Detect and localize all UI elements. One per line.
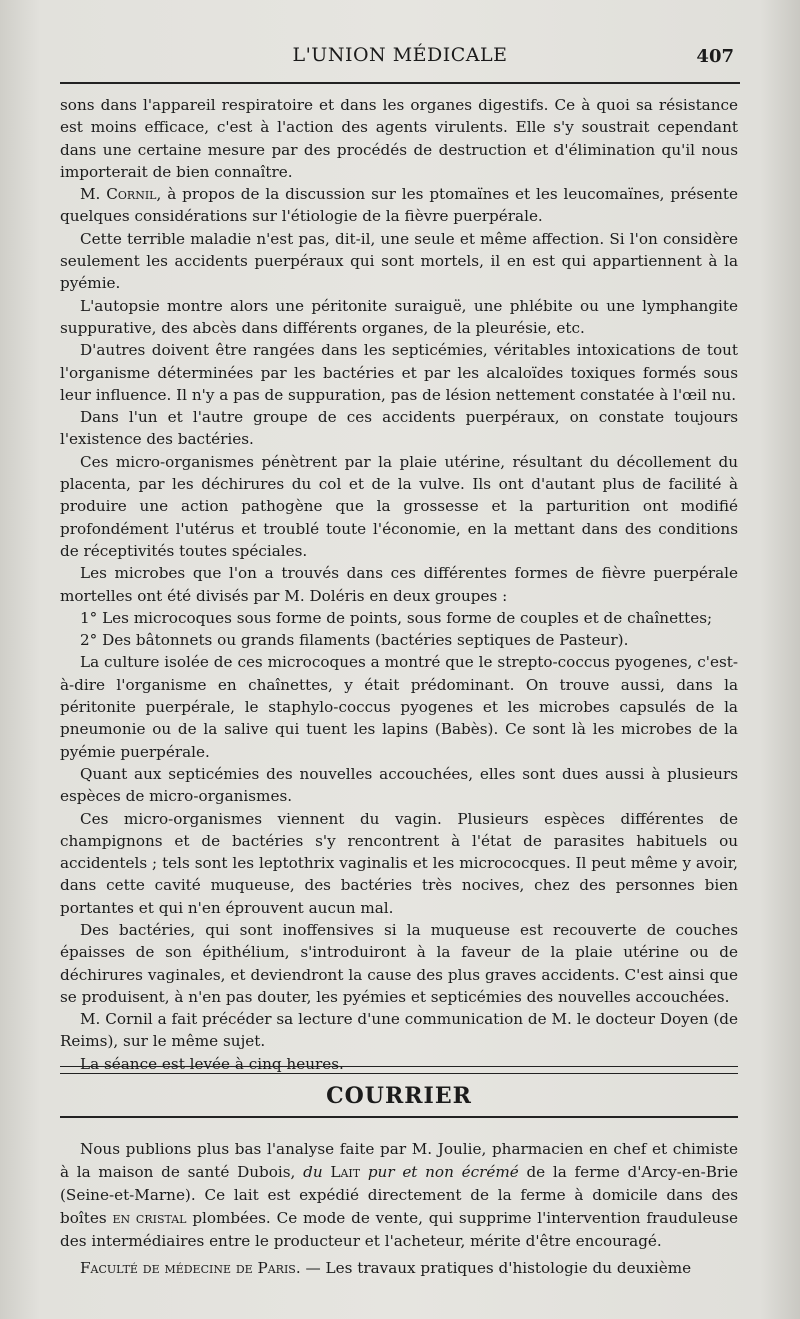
paragraph: Dans l'un et l'autre groupe de ces accidents puerpéraux, on constate toujours l'existence des bactéries. [60, 408, 738, 449]
paragraph: Cette terrible maladie n'est pas, dit-il, une seule et même affection. Si l'on considère seulement les accidents puerpéraux qui sont mortels, il en est qui appartiennent à la pyémie. [60, 229, 738, 293]
page-header [60, 44, 740, 76]
header-rule [60, 82, 740, 84]
paragraph: D'autres doivent être rangées dans les septicémies, véritables intoxications de tout l'organisme déterminées par les bactéries et par les alcaloïdes toxiques formés sous leur influence. Il n'y a pas de suppuration, pas de lésion nettement constatée à l'œil nu. [60, 341, 738, 404]
speaker-prefix: M. [80, 185, 101, 204]
page-number: 407 [696, 46, 734, 67]
courrier-paragraph [60, 1138, 738, 1253]
paragraph-text: à propos de la discussion sur les ptomaïnes et les leucomaïnes, présente quelques considérations sur l'étiologie de la fièvre puerpérale. [60, 185, 739, 226]
text-run-smallcaps: Lait [330, 1163, 361, 1181]
text-run: de la ferme d'Arcy-en-Brie (Seine-et-Marne). Ce lait est expédié directement de la ferme à domicile dans des boîtes [60, 1163, 739, 1227]
paragraph: M. Cornil a fait précéder sa lecture d'une communication de M. le docteur Doyen (de Reims), sur le même sujet. [60, 1010, 738, 1051]
speaker-name: Cornil, [106, 185, 162, 204]
courrier-body [60, 1138, 738, 1280]
list-item: 2° Des bâtonnets ou grands filaments (bactéries septiques de Pasteur). [80, 631, 629, 650]
text-run: plombées. Ce mode de vente, qui supprime l'intervention frauduleuse des intermédiaires entre le producteur et l'acheteur, mérite d'être encouragé. [60, 1209, 738, 1250]
paragraph: Des bactéries, qui sont inoffensives si la muqueuse est recouverte de couches épaisses de son épithélium, s'introduiront à la faveur de la plaie utérine ou de déchirures vaginales, et deviendront la cause des plus graves accidents. C'est ainsi que se produisent, à n'en pas douter, les pyémies et septicémies des nouvelles accouchées. [60, 920, 738, 1006]
paragraph: L'autopsie montre alors une péritonite suraiguë, une phlébite ou une lymphangite suppurative, des abcès dans différents organes, de la pleurésie, etc. [60, 296, 738, 337]
faculty-label: Faculté de médecine de Paris. [80, 1259, 301, 1277]
section-title: COURRIER [326, 1083, 472, 1109]
text-run-italic: pur et non écrémé [367, 1163, 519, 1181]
paragraph-closing: La séance est levée à cinq heures. [80, 1054, 344, 1073]
section-divider [60, 1066, 738, 1074]
paragraph-cornil-intro [60, 183, 738, 228]
paragraph: Quant aux septicémies des nouvelles accouchées, elles sont dues aussi à plusieurs espèces de micro-organismes. [60, 764, 738, 806]
running-title: L'UNION MÉDICALE [292, 44, 508, 66]
text-run-italic: du [303, 1163, 323, 1181]
text-run: Nous publions plus bas l'analyse faite par M. Joulie, pharmacien en chef et chimiste à la maison de santé Dubois, [60, 1140, 738, 1181]
paragraph: Les microbes que l'on a trouvés dans ces différentes formes de fièvre puerpérale mortelles ont été divisés par M. Doléris en deux groupes : [60, 564, 738, 605]
paragraph: sons dans l'appareil respiratoire et dans les organes digestifs. Ce à quoi sa résistance est moins efficace, c'est à l'action des agents virulents. Elle s'y soustrait cependant dans une certaine mesure par des procédés de destruction et d'élimination qu'il nous importerait de bien connaître. [60, 96, 738, 181]
paragraph: Ces micro-organismes viennent du vagin. Plusieurs espèces différentes de champignons et de bactéries s'y rencontrent à l'état de parasites habituels ou accidentels ; tels sont les leptothrix vaginalis et les micrococques. Il peut même y avoir, dans cette cavité muqueuse, des bactéries très nocives, chez des personnes bien portantes et qui n'en éprouvent aucun mal. [60, 809, 738, 917]
paragraph: Ces micro-organismes pénètrent par la plaie utérine, résultant du décollement du placenta, par les déchirures du col et de la vulve. Ils ont d'autant plus de facilité à produire une action pathogène que la grossesse et la parturition ont modifié profondément l'utérus et troublé toute l'économie, en la mettant dans des conditions de réceptivités toutes spéciales. [60, 452, 738, 560]
text-run-smallcaps: en cristal [112, 1209, 187, 1227]
paragraph: La culture isolée de ces microcoques a montré que le strepto-coccus pyogenes, c'est-à-dire l'organisme en chaînettes, y était prédominant. On trouve aussi, dans la péritonite puerpérale, le staphylo-coccus pyogenes et les microbes capsulés de la pneumonie ou de la salive qui tuent les lapins (Babès). Ce sont là les microbes de la pyémie puerpérale. [60, 653, 738, 761]
text-run: — Les travaux pratiques d'histologie du deuxième [305, 1259, 692, 1277]
courrier-paragraph-faculte [60, 1257, 738, 1280]
section-title-rule [60, 1116, 738, 1118]
article-body [60, 94, 738, 1075]
list-item: 1° Les microcoques sous forme de points, sous forme de couples et de chaînettes; [80, 608, 713, 627]
